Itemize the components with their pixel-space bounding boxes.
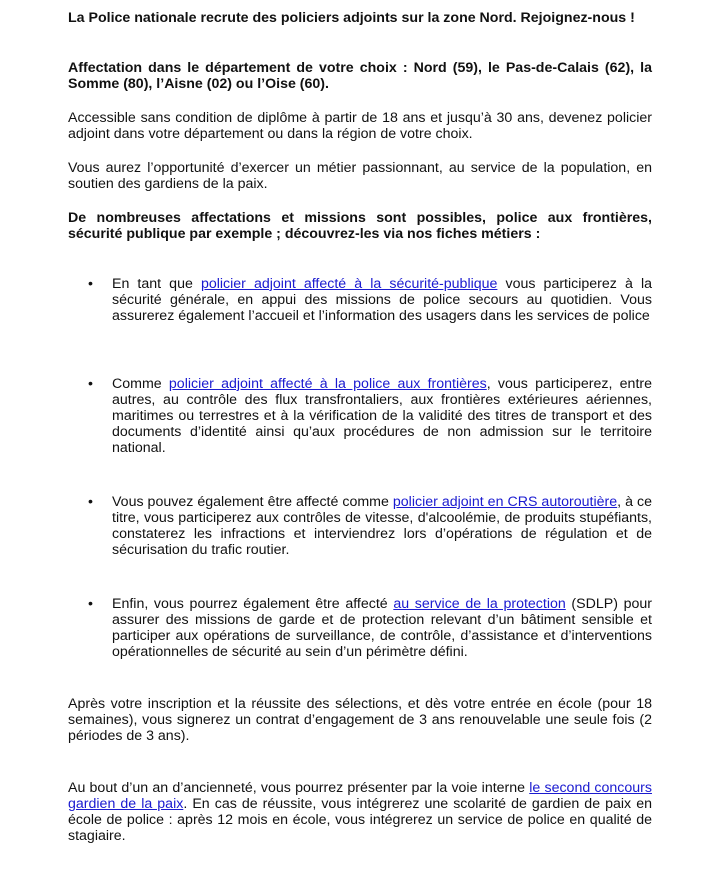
link-police-aux-frontieres[interactable]: policier adjoint affecté à la police aux frontières [168,376,487,392]
list-item: • Comme policier adjoint affecté à la police aux frontières, vous participerez, entre autres, au contrôle des flux transfrontaliers, aux frontières extérieures aériennes, maritimes ou terrestres et à la vérification de la validité des titres de transport et des documents d’identité ainsi qu’aux procédures de non admission sur le territoire national. [88,376,653,456]
affectation-paragraph: Affectation dans le département de votre choix : Nord (59), le Pas-de-Calais (62), la Somme (80), l’Aisne (02) ou l’Oise (60). [68,60,652,92]
accessible-paragraph: Accessible sans condition de diplôme à partir de 18 ans et jusqu’à 30 ans, devenez policier adjoint dans votre département ou dans la région de votre choix. [68,110,652,142]
list-item: • En tant que policier adjoint affecté à la sécurité-publique vous participerez à la sécurité générale, en appui des missions de police secours au quotidien. Vous assurerez également l’accueil et l’information des usagers dans les services de police [88,276,652,324]
link-service-protection[interactable]: au service de la protection [393,596,566,612]
list-item: • Enfin, vous pourrez également être affecté au service de la protection (SDLP) pour assurer des missions de garde et de protection relevant d’un bâtiment sensible et participer aux opérations de surveillance, de contrôle, d’assistance et d’interventions opérationnelles de sécurité au sein d’un périmètre défini. [88,596,652,660]
list-item: • Vous pouvez également être affecté comme policier adjoint en CRS autoroutière, à ce titre, vous participerez aux contrôles de vitesse, d'alcoolémie, de produits stupéfiants, constaterez les infractions et interviendrez lors d’opérations de régulation et de sécurisation du trafic routier. [88,494,652,558]
link-crs-autoroutiere[interactable]: policier adjoint en CRS autoroutière [392,494,618,510]
anciennete-paragraph: Au bout d’un an d’ancienneté, vous pourrez présenter par la voie interne le second concours gardien de la paix. En cas de réussite, vous intégrerez une scolarité de gardien de paix en école de police : après 12 mois en école, vous intégrerez un service de police en qualité de stagiaire. [68,780,652,844]
link-securite-publique[interactable]: policier adjoint affecté à la sécurité-publique [200,276,498,292]
bullet-icon: • [88,596,93,612]
bullet-icon: • [88,276,93,292]
bullet-icon: • [88,494,93,510]
opportunite-paragraph: Vous aurez l’opportunité d’exercer un métier passionnant, au service de la population, en soutien des gardiens de la paix. [68,160,652,192]
bullet-icon: • [88,376,93,392]
engagement-paragraph: Après votre inscription et la réussite des sélections, et dès votre entrée en école (pour 18 semaines), vous signerez un contrat d’engagement de 3 ans renouvelable une seule fois (2 périodes de 3 ans). [68,696,652,744]
link-concours-gardien[interactable]: le second concours gardien de la paix [68,780,652,812]
missions-paragraph: De nombreuses affectations et missions sont possibles, police aux frontières, sécurité publique par exemple ; découvrez-les via nos fiches métiers : [68,210,652,242]
page-title: La Police nationale recrute des policiers adjoints sur la zone Nord. Rejoignez-nous ! [68,10,635,26]
